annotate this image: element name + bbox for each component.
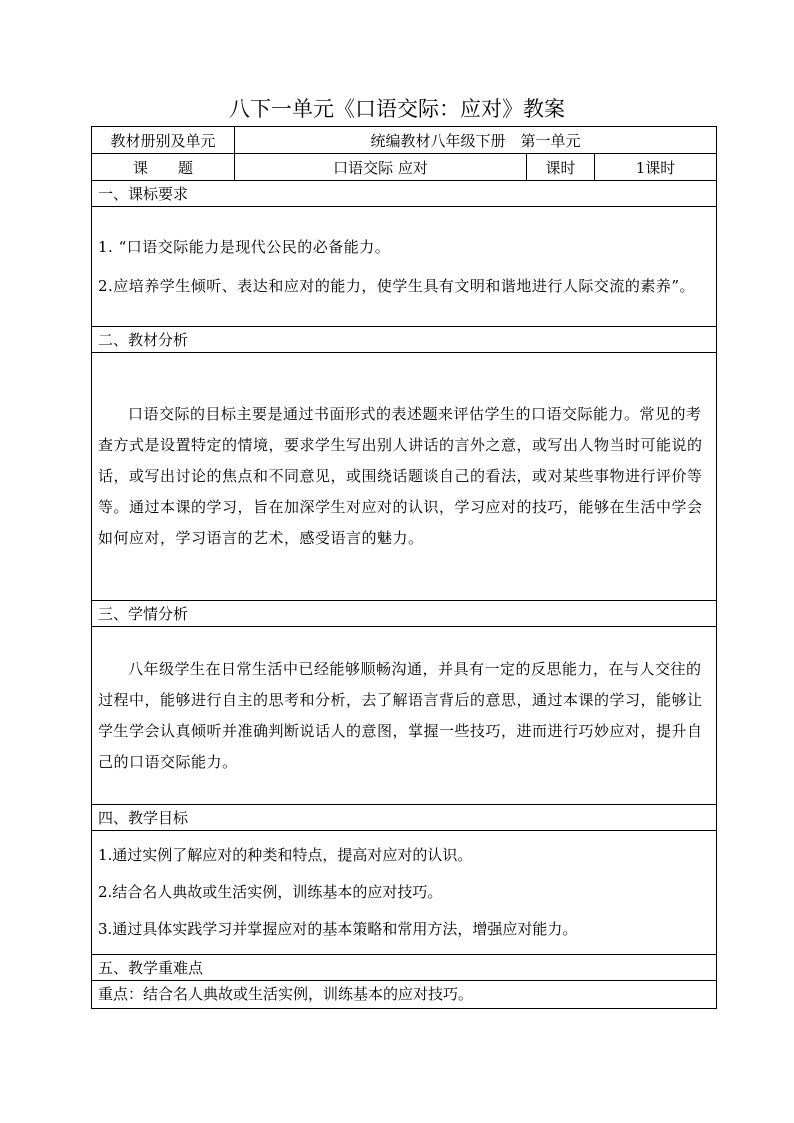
textbook-row xyxy=(92,127,717,154)
section-heading: 三、学情分析 xyxy=(92,601,717,627)
textbook-label: 教材册别及单元 xyxy=(92,127,235,154)
section-body xyxy=(92,981,717,1009)
section-heading: 四、教学目标 xyxy=(92,805,717,831)
paragraph: 口语交际的目标主要是通过书面形式的表述题来评估学生的口语交际能力。常见的考查方式是设置特定的情境，要求学生写出别人讲话的言外之意，或写出人物当时可能说的话，或写出讨论的焦点和不同意见，或围绕话题谈自己的看法，或对某些事物进行评价等等。通过本课的学习，旨在加深学生对应对的认识，学习应对的技巧，能够在生活中学会如何应对，学习语言的艺术，感受语言的魅力。 xyxy=(98,405,703,547)
textbook-value: 统编教材八年级下册 第一单元 xyxy=(235,127,717,154)
topic-row xyxy=(92,154,717,181)
section-body xyxy=(92,831,717,955)
paragraph: 八年级学生在日常生活中已经能够顺畅沟通，并具有一定的反思能力，在与人交往的过程中，能够进行自主的思考和分析，去了解语言背后的意思，通过本课的学习，能够让学生学会认真倾听并准确判断说话人的意图，掌握一些技巧，进而进行巧妙应对，提升自己的口语交际能力。 xyxy=(98,659,703,771)
topic-value: 口语交际 应对 xyxy=(235,154,527,181)
paragraph: 1.通过实例了解应对的种类和特点，提高对应对的认识。 xyxy=(98,846,473,864)
section-body xyxy=(92,353,717,601)
paragraph: 1. “口语交际能力是现代公民的必备能力。 xyxy=(98,237,391,256)
section-heading: 五、教学重难点 xyxy=(92,955,717,981)
paragraph: 重点：结合名人典故或生活实例，训练基本的应对技巧。 xyxy=(98,985,474,1003)
document-title: 八下一单元《口语交际：应对》教案 xyxy=(229,97,565,121)
section-body xyxy=(92,627,717,805)
paragraph: 3.通过具体实践学习并掌握应对的基本策略和常用方法，增强应对能力。 xyxy=(98,920,578,938)
paragraph: 2.结合名人典故或生活实例，训练基本的应对技巧。 xyxy=(98,883,443,901)
hours-label: 课时 xyxy=(527,154,595,181)
section-heading: 一、课标要求 xyxy=(92,181,717,207)
topic-label: 课 题 xyxy=(92,154,235,181)
hours-value: 1课时 xyxy=(595,154,717,181)
lesson-plan-table xyxy=(91,126,717,1009)
section-body xyxy=(92,207,717,327)
section-heading: 二、教材分析 xyxy=(92,327,717,353)
paragraph: 2.应培养学生倾听、表达和应对的能力，使学生具有文明和谐地进行人际交流的素养”。 xyxy=(98,276,695,295)
